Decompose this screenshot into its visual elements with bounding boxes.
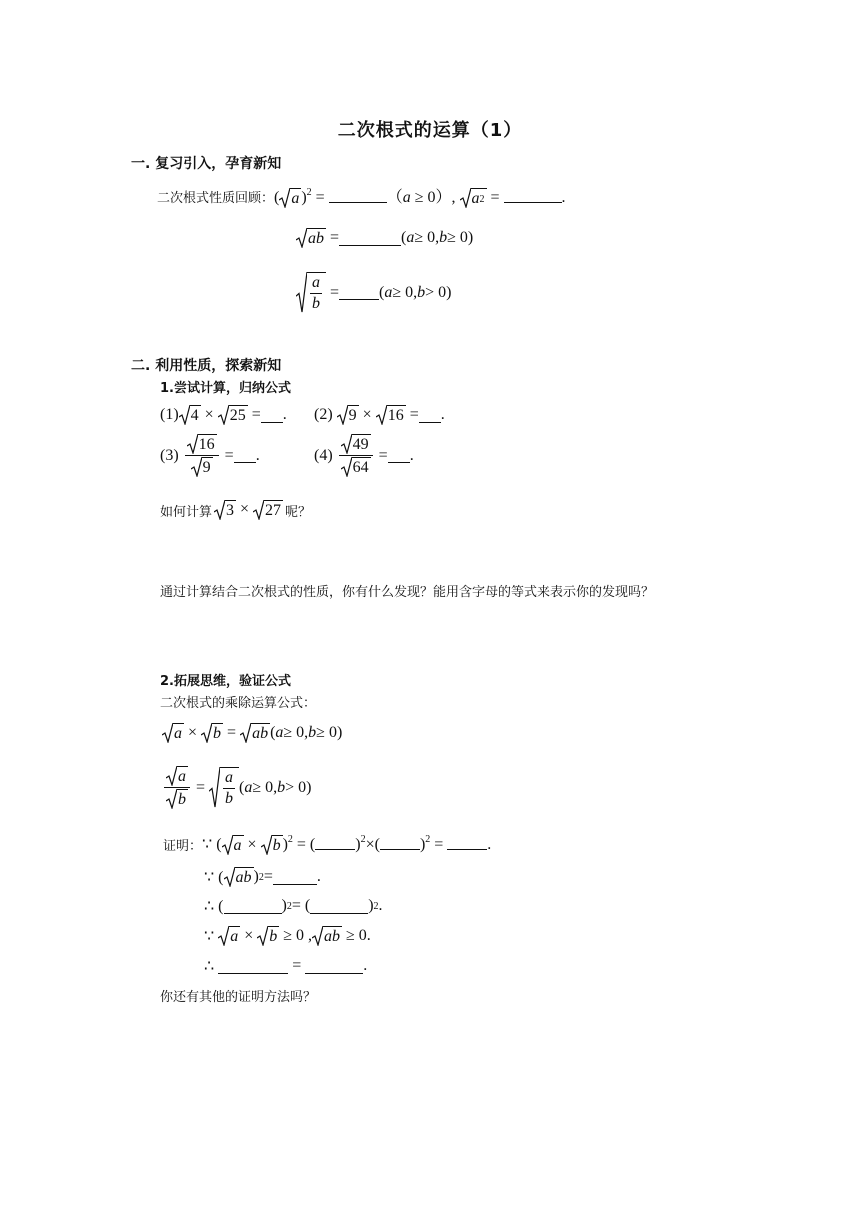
answer-blank[interactable] [329,188,387,203]
answer-blank[interactable] [388,448,410,463]
answer-blank[interactable] [419,408,441,423]
proof-step-2: ∵ ( ab ) 2 = . [204,868,321,886]
answer-blank[interactable] [234,448,256,463]
exercise-2: (2) 9 × 16 = . [314,406,445,424]
exercise-4: (4) $\frac{49}{64}$ = . [314,436,414,476]
product-rule-formula: a × b = ab ( a ≥ 0, b ≥ 0) [162,723,342,743]
exercise-1: (1) 4 × 25 = . [160,406,287,424]
subsection-2-heading: 2.拓展思维，验证公式 [160,674,291,689]
proof-step-5: ∴ = . [204,957,368,975]
answer-blank[interactable] [261,408,283,423]
answer-blank[interactable] [224,899,282,914]
answer-blank[interactable] [305,959,363,974]
question-1-suffix: 呢？ [285,504,312,520]
section-2-heading: 二. 利用性质，探索新知 [131,358,282,374]
formula-sqrt-ab: ab = ( a ≥ 0, b ≥ 0) [296,228,473,248]
answer-blank[interactable] [380,835,420,850]
formula-sqrt-a-squared: ( a )$^2$ = （a ≥ 0）, a 2 = . [274,187,566,208]
proof-step-1: ∵ ( a × b )$^2$ = ( )$^2$×( )$^2$ = . [202,834,492,855]
review-label: 二次根式性质回顾： [157,190,275,206]
closing-question: 你还有其他的证明方法吗？ [160,990,317,1005]
quotient-rule-formula: $\frac{a}{b}$ = $\frac{a}{b}$ ( a ≥ 0, b > 0) [162,766,312,809]
question-1 [160,500,311,520]
answer-blank[interactable] [339,231,401,246]
answer-blank[interactable] [315,835,355,850]
answer-blank[interactable] [339,285,379,300]
page-title: 二次根式的运算（1） [337,120,523,141]
exercise-3: (3) $\frac{16}{9}$ = . [160,436,260,476]
proof-label: 证明： [163,839,203,855]
question-1-text: 如何计算 [160,504,213,520]
answer-blank[interactable] [447,835,487,850]
section-1-heading: 一. 复习引入，孕育新知 [131,156,282,172]
formula-sqrt-a-over-b: $\frac{a}{b}$ = ( a ≥ 0, b > 0) [296,272,452,313]
proof-line-1 [163,834,491,855]
answer-blank[interactable] [310,899,368,914]
answer-blank[interactable] [504,188,562,203]
proof-step-4: ∵ a × b ≥ 0 , ab ≥ 0. [204,927,371,945]
question-2: 通过计算结合二次根式的性质，你有什么发现？能用含字母的等式来表示你的发现吗？ [160,585,655,600]
answer-blank[interactable] [218,959,288,974]
proof-step-3: ∴ ( ) 2 = ( ) 2 . [204,897,383,915]
formula-sqrt3-times-sqrt27: 3 × 27 [214,500,283,520]
review-line-1 [157,184,566,208]
formula-label: 二次根式的乘除运算公式： [160,696,317,711]
answer-blank[interactable] [273,870,317,885]
subsection-1-heading: 1.尝试计算，归纳公式 [160,381,291,396]
